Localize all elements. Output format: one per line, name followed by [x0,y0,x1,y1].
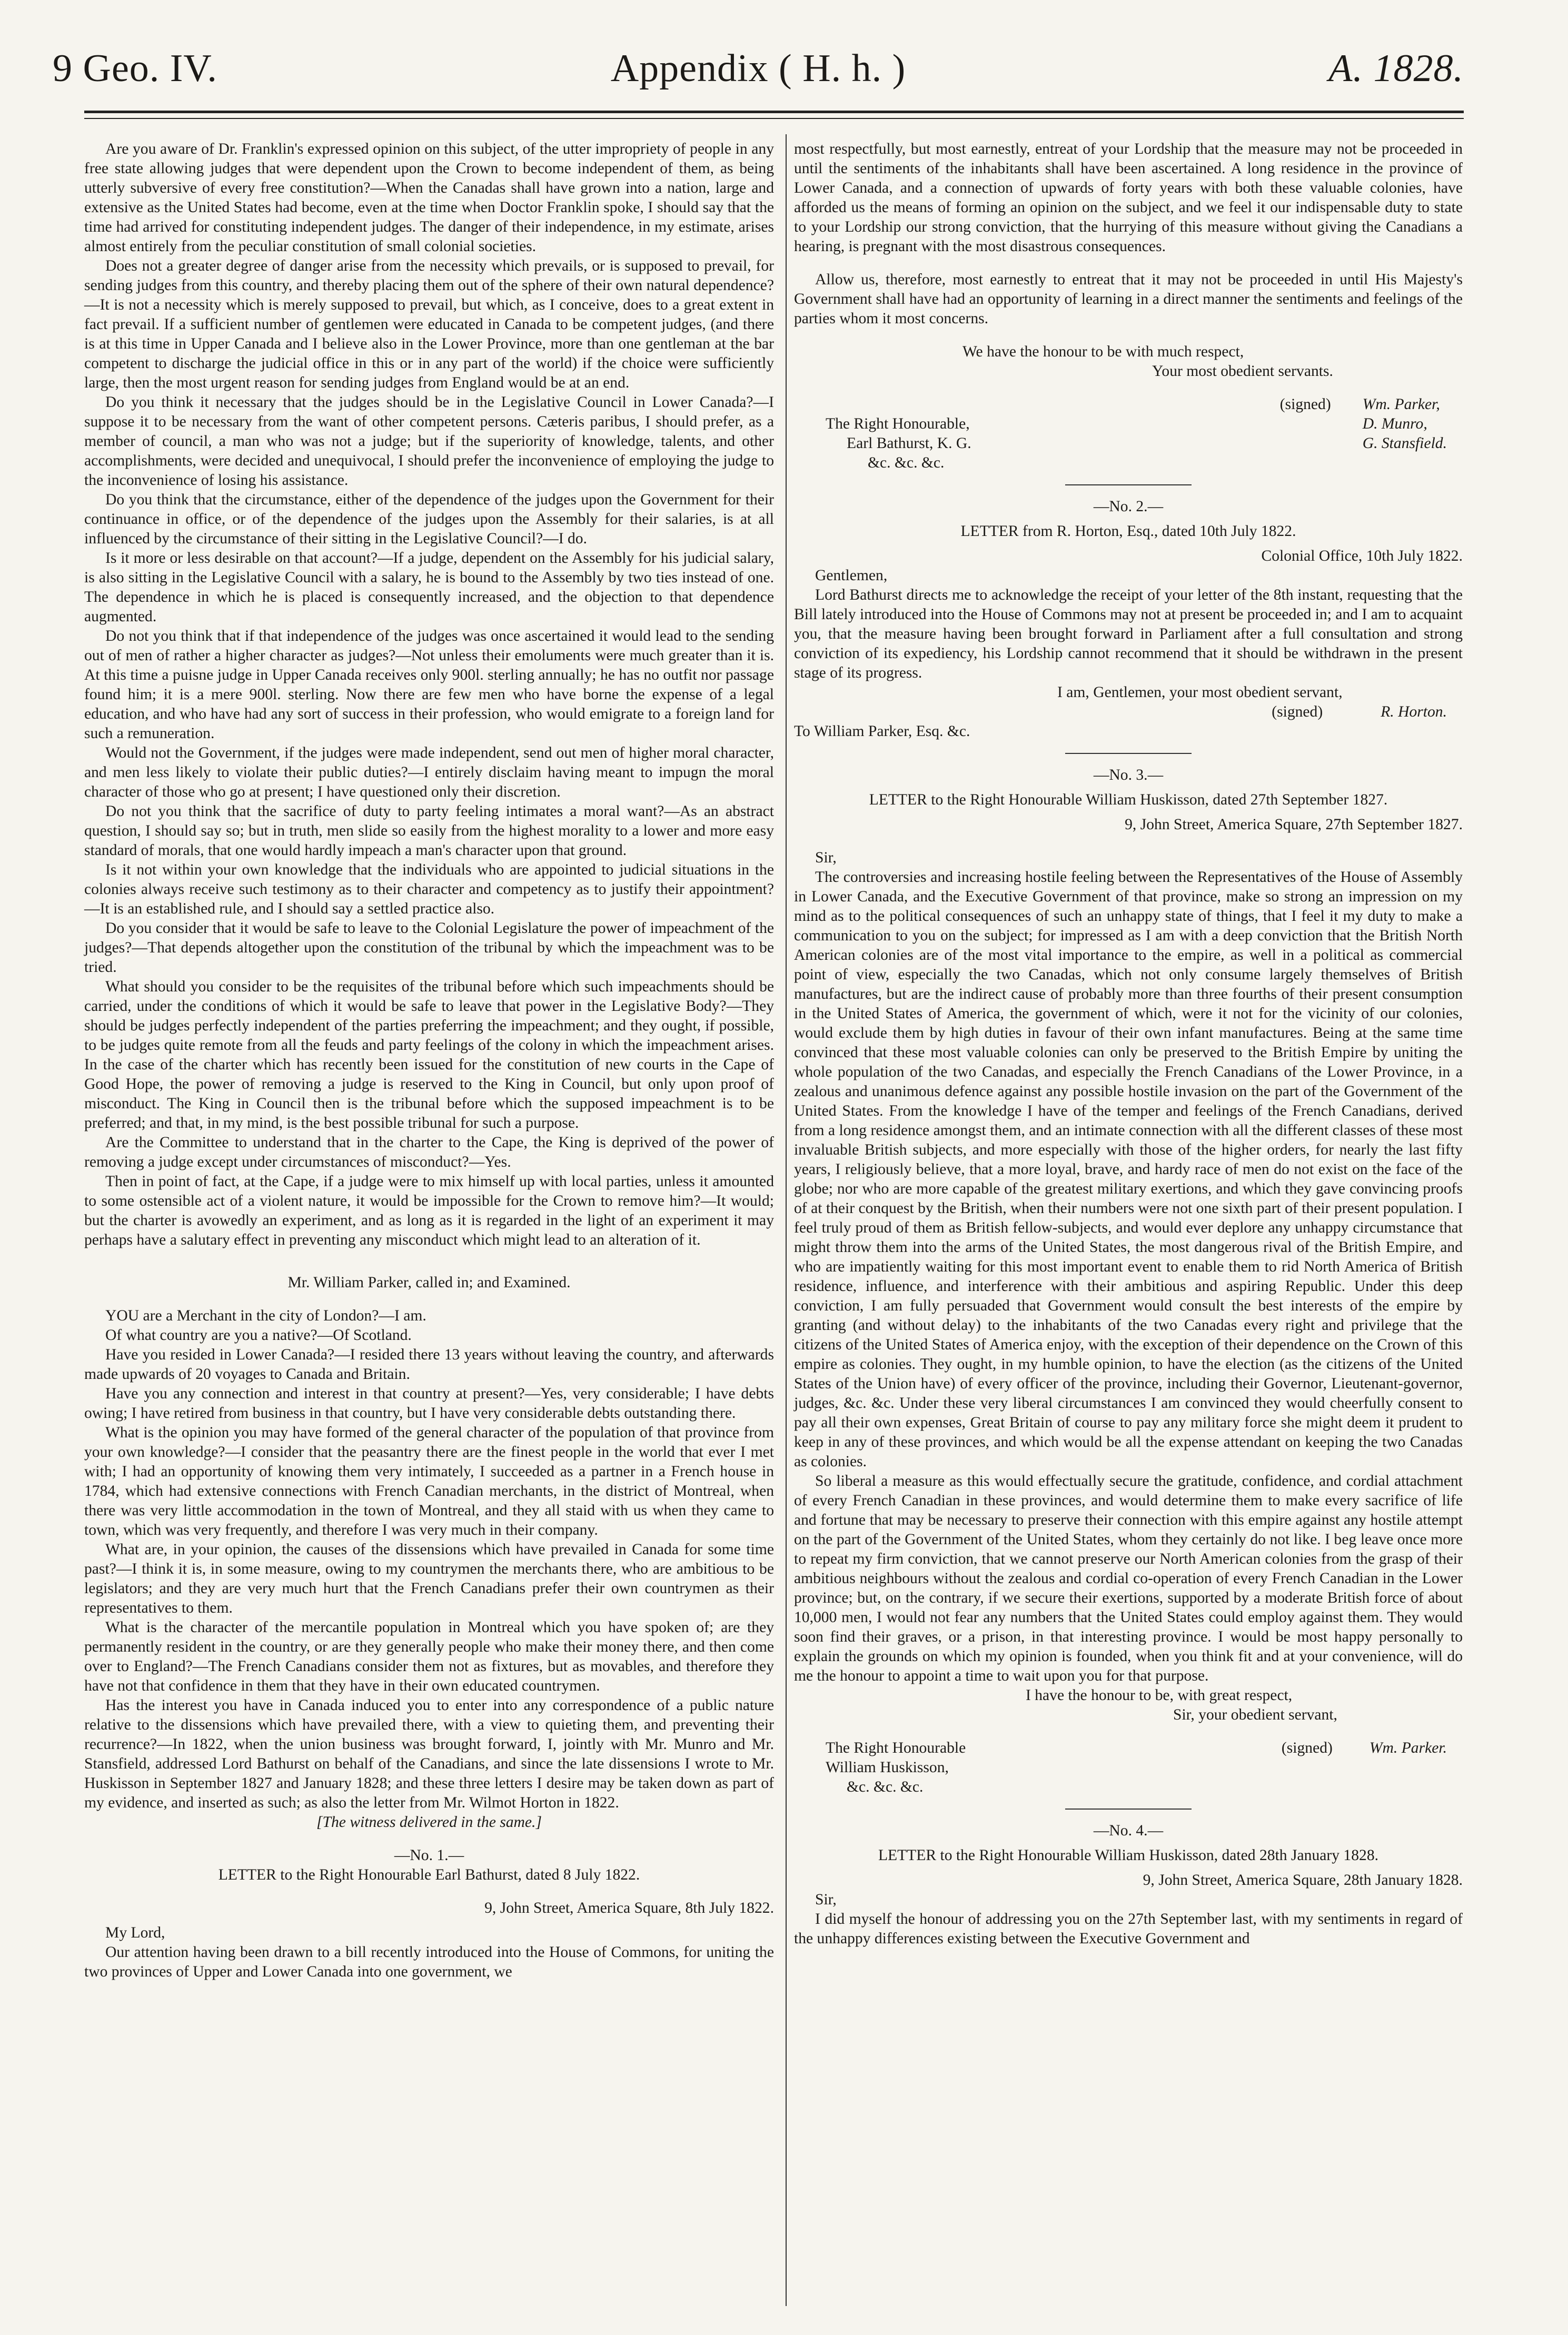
header-year: A. 1828. [1328,46,1464,90]
witness-note: [The witness delivered in the same.] [316,1814,542,1831]
letter-salutation: Sir, [815,849,837,866]
header-regnal-year: 9 Geo. IV. [53,46,217,90]
addressee-block [794,1738,966,1797]
header-appendix: Appendix ( H. h. ) [610,46,906,90]
letter-closing: Sir, your obedient servant, [1173,1706,1337,1723]
paragraph: Lord Bathurst directs me to acknowledge the receipt of your letter of the 8th instant, requesting that the Bill lately introduced into the House of Commons may not at present be proceeded in; and I am to acquaint you, that the measure having been brought forward in Parliament after a full consultation and strong conviction of its expediency, his Lordship cannot recommend that it should be withdrawn in the present stage of its progress. [794,587,1463,681]
signed-label: (signed) [1281,1740,1333,1756]
page-header [53,37,1464,100]
paragraph: Do you think that the circumstance, either of the dependence of the judges upon the Government for their continuance in office, or of the dependence of the judges upon the Assembly for their salaries, is at all influenced by the circumstance of their sitting in the Legislative Council?—I do. [84,491,774,547]
paragraph: What is the opinion you may have formed of the general character of the population of that province from your own knowledge?—I consider that the peasantry there are the finest people in the world that ever I met with; I had an opportunity of knowing them very intimately, I succeeded as a partner in a French house in 1784, which had extensive connections with French Canadian merchants, in the district of Montreal, when there was very little accommodation in the town of Montreal, and they all staid with us when they came to town, which was very frequently, and therefore I was very much in their company. [84,1424,774,1538]
letter-title: LETTER to the Right Honourable William Huskisson, dated 27th September 1827. [869,791,1388,808]
header-rule-thick [84,111,1464,113]
paragraph: Do you consider that it would be safe to leave to the Colonial Legislature the power of impeachment of the judges?—That depends altogether upon the constitution of the tribunal by which the impeachment was to be tried. [84,920,774,976]
signature-block [794,1738,1463,1797]
signed-label: (signed) [1272,703,1323,720]
letter-salutation: Gentlemen, [815,567,888,584]
letter-closing: Your most obedient servants. [1152,363,1333,380]
letter-address: 9, John Street, America Square, 28th January 1828. [1143,1872,1463,1889]
paragraph: Allow us, therefore, most earnestly to entreat that it may not be proceeded in until His Majesty's Government shall have had an opportunity of learning in a direct manner the sentiments and feelings of the parties whom it most concerns. [794,271,1463,327]
paragraph: Are the Committee to understand that in the charter to the Cape, the King is deprived of the power of removing a judge except under circumstances of misconduct?—Yes. [84,1134,774,1170]
signed-label: (signed) [1279,396,1331,413]
signer-name: Wm. Parker, [1362,396,1440,413]
section-rule [1065,1809,1192,1810]
right-column [794,140,1463,1949]
addressee-line: The Right Honourable, [826,415,970,432]
signer-name: R. Horton. [1381,703,1447,720]
letter-closing: We have the honour to be with much respect, [962,343,1244,360]
addressee-line: &c. &c. &c. [847,1778,924,1795]
letter-address: Colonial Office, 10th July 1822. [1261,548,1463,564]
paragraph: So liberal a measure as this would effectually secure the gratitude, confidence, and cordial attachment of every French Canadian in these provinces, and would determine them to make every sacrifice of life and fortune that may be necessary to preserve their connection with this empire against any hostile attempt on the part of the Government of the United States, whom they certainly do not like. I beg leave once more to repeat my firm conviction, that we cannot preserve our North American colonies from the grasp of their ambitious neighbours without the zealous and cordial co-operation of every French Canadian in the Lower province; but, on the contrary, if we secure their exertions, supported by a moderate British force of about 10,000 men, I would not fear any numbers that the United States could employ against them. They would soon find their graves, or a prison, in that interesting province. I would be most happy personally to explain the grounds on which my opinion is founded, when you think fit and at your convenience, will do me the honour to appoint a time to wait upon you for that purpose. [794,1473,1463,1684]
paragraph: What should you consider to be the requisites of the tribunal before which such impeachments should be carried, under the conditions of which it would be safe to leave that power in the Legislative Body?—They should be judges perfectly independent of the parties preferring the impeachment; and they ought, if possible, to be judges quite remote from all the feuds and party feelings of the colony in which the impeachment arises. In the case of the charter which has recently been issued for the constitution of new courts in the Cape of Good Hope, the power of removing a judge is reserved to the King in Council, but only upon proof of misconduct. The King in Council then is the tribunal before which the supposed impeachment is to be preferred; and that, in my mind, is the best possible tribunal for such a purpose. [84,978,774,1131]
addressee-block [794,395,971,473]
letter-salutation: Sir, [815,1891,837,1908]
paragraph: Our attention having been drawn to a bill recently introduced into the House of Commons, for uniting the two provinces of Upper and Lower Canada into one government, we [84,1944,774,1980]
paragraph: Of what country are you a native?—Of Scotland. [105,1327,412,1344]
paragraph: Would not the Government, if the judges were made independent, send out men of higher moral character, and men less likely to violate their public duties?—I entirely disclaim having meant to impugn the moral character of those who go at present; I have questioned only their discretion. [84,744,774,800]
paragraph: Does not a greater degree of danger arise from the necessity which prevails, or is supposed to prevail, for sending judges from this country, and thereby placing them out of the sphere of their own natural dependence?—It is not a necessity which is merely supposed to prevail, but which, as I conceive, does to a great extent in fact prevail. If a sufficient number of gentlemen were educated in Canada to be competent judges, (and there is at this time in Upper Canada and I believe also in the Lower Province, more than one gentleman at the bar competent to discharge the judicial office in this or in any part of the world) if the choice were sufficiently large, then the most urgent reason for sending judges from England would be at an end. [84,257,774,391]
signers-block [1282,1738,1463,1797]
paragraph: Has the interest you have in Canada induced you to enter into any correspondence of a public nature relative to the dissensions which have prevailed there, with a view to quieting them, and preventing their recurrence?—In 1822, when the union business was brought forward, I, jointly with Mr. Munro and Mr. Stansfield, addressed Lord Bathurst on behalf of the Canadians, and since the late dissensions I wrote to Mr. Huskisson in September 1827 and January 1828; and these three letters I desire may be taken down as part of my evidence, and inserted as such; as also the letter from Mr. Wilmot Horton in 1822. [84,1697,774,1811]
letter-closing: I am, Gentlemen, your most obedient servant, [1057,684,1343,701]
paragraph: Is it more or less desirable on that account?—If a judge, dependent on the Assembly for his judicial salary, is also sitting in the Legislative Council with a salary, he is bound to the Assembly by two ties instead of one. The dependence in which he is placed is consequently increased, and the objection to that dependence augmented. [84,550,774,625]
letter-salutation: My Lord, [105,1924,165,1941]
letter-number: —No. 1.— [394,1847,464,1864]
column-divider [786,134,787,2306]
paragraph: I did myself the honour of addressing you on the 27th September last, with my sentiments in regard of the unhappy differences existing between the Executive Government and [794,1911,1463,1947]
letter-number: —No. 4.— [1093,1822,1164,1839]
paragraph: Do you think it necessary that the judges should be in the Legislative Council in Lower Canada?—I suppose it to be necessary from the want of other competent persons. Cæteris paribus, I should prefer, as a member of council, a man who was not a judge; but if the superiority of knowledge, talents, and other accomplishments, were decided and unequivocal, I should prefer the inconvenience of employing the judge to the inconvenience of losing his assistance. [84,394,774,489]
paragraph: YOU are a Merchant in the city of London?—I am. [105,1307,426,1324]
letter-address: 9, John Street, America Square, 27th September 1827. [1125,816,1463,833]
section-rule [1065,484,1192,485]
addressee-line: &c. &c. &c. [868,454,945,471]
addressee-line: Earl Bathurst, K. G. [847,435,971,452]
paragraph: most respectfully, but most earnestly, entreat of your Lordship that the measure may not be proceeded in until the sentiments of the inhabitants shall have been ascertained. A long residence in the province of Lower Canada, and a connection of upwards of forty years with both these valuable colonies, have afforded us the means of forming an opinion on the subject, and we feel it our indispensable duty to state to your Lordship our strong conviction, that the hurrying of this measure without giving the Canadians a hearing, is pregnant with the most disastrous consequences. [794,141,1463,255]
letter-closing: I have the honour to be, with great respect, [1026,1687,1293,1704]
signature-block [794,395,1463,473]
letter-recipient: To William Parker, Esq. &c. [794,723,970,740]
letter-title: LETTER to the Right Honourable William Huskisson, dated 28th January 1828. [878,1847,1379,1864]
signers-block [1280,395,1463,473]
left-column [84,140,774,1982]
paragraph: Do not you think that if that independence of the judges was once ascertained it would lead to the sending out of men of rather a higher character as judges?—Not unless their emoluments were much greater than it is. At this time a puisne judge in Upper Canada receives only 900l. sterling annually; he has no outfit nor passage found him; it is a mere 900l. sterling. Now there are few men who have borne the expense of a legal education, and who have had any sort of success in their profession, who would emigrate to a foreign land for such a remuneration. [84,628,774,742]
paragraph: What are, in your opinion, the causes of the dissensions which have prevailed in Canada for some time past?—I think it is, in some measure, owing to my countrymen the merchants there, who are ambitious to be legislators; and they are very much hurt that the French Canadians prefer their own countrymen as their representatives to them. [84,1541,774,1616]
paragraph: Have you resided in Lower Canada?—I resided there 13 years without leaving the country, and afterwards made upwards of 20 voyages to Canada and Britain. [84,1346,774,1383]
letter-number: —No. 3.— [1093,767,1164,783]
letter-address: 9, John Street, America Square, 8th July 1822. [484,1900,774,1916]
witness-heading: Mr. William Parker, called in; and Examined. [287,1274,571,1291]
header-rule-thin [84,118,1464,119]
paragraph: Is it not within your own knowledge that the individuals who are appointed to judicial situations in the colonies always receive such testimony as to their character and competency as to justify their appointment?—It is an established rule, and I should say a settled practice also. [84,861,774,917]
addressee-line: The Right Honourable [826,1740,966,1756]
signer-name: G. Stansfield. [1362,435,1447,452]
addressee-line: William Huskisson, [826,1759,949,1776]
paragraph: Are you aware of Dr. Franklin's expressed opinion on this subject, of the utter impropriety of people in any free state allowing judges that were dependent upon the Crown to become independent of them, as being utterly subversive of every free constitution?—When the Canadas shall have grown into a nation, large and extensive as the United States had become, even at the time when Doctor Franklin spoke, I should say that the time had arrived for constituting independent judges. The danger of their independence, in my estimate, arises almost entirely from the peculiar constitution of small colonial societies. [84,141,774,255]
letter-title: LETTER to the Right Honourable Earl Bathurst, dated 8 July 1822. [218,1866,640,1883]
signature-block [794,702,1463,722]
paragraph: What is the character of the mercantile population in Montreal which you have spoken of; are they permanently resident in the country, or are they generally people who make their money there, and then come over to England?—The French Canadians consider them not as fixtures, but as movables, and therefore they have not that confidence in them that they have in their own educated countrymen. [84,1619,774,1694]
signer-name: D. Munro, [1362,415,1427,432]
signer-name: Wm. Parker. [1369,1740,1447,1756]
paragraph: Then in point of fact, at the Cape, if a judge were to mix himself up with local parties, unless it amounted to some ostensible act of a violent nature, it would be impossible for the Crown to remove him?—It would; but the charter is avowedly an experiment, and as long as it is regarded in the light of an experiment it may perhaps have a salutary effect in preventing any misconduct which might lead to an alteration of it. [84,1173,774,1248]
signers-list [1363,395,1463,473]
paragraph: Have you any connection and interest in that country at present?—Yes, very considerable; I have debts owing; I have retired from business in that country, but I have very considerable debts outstanding there. [84,1385,774,1422]
letter-number: —No. 2.— [1093,498,1164,515]
letter-title: LETTER from R. Horton, Esq., dated 10th July 1822. [960,523,1296,540]
paragraph: Do not you think that the sacrifice of duty to party feeling intimates a moral want?—As an abstract question, I should say so; but in truth, men slide so easily from the highest morality to a lower and more easy standard of morals, that one would hardly impeach a man's character upon that ground. [84,803,774,859]
section-rule [1065,753,1192,754]
paragraph: The controversies and increasing hostile feeling between the Representatives of the House of Assembly in Lower Canada, and the Executive Government of that province, make so strong an impression on my mind as to the political consequences of such an unhappy state of things, that I feel it my duty to make a communication to you on the subject; for impressed as I am with a deep conviction that the British North American colonies are of the most vital importance to the empire, as well in a political as commercial point of view, especially the two Canadas, which not only consume largely themselves of British manufactures, but are the indirect cause of probably more than three fourths of their present consumption in the United States of America, the government of which, were it not for the vicinity of our colonies, would exclude them by high duties in favour of their own infant manufactures. Being at the same time convinced that these most valuable colonies can only be preserved to the British Empire by uniting the whole population of the two Canadas, and especially the French Canadians of the Lower Province, in a zealous and unanimous defence against any possible hostile invasion on the part of the Government of the United States. From the knowledge I have of the temper and feelings of the French Canadians, derived from a long residence amongst them, and an intimate connection with all the different classes of these most invaluable British subjects, and more especially with those of the higher orders, for nearly the last fifty years, I religiously believe, that a more loyal, brave, and hardy race of men do not exist on the face of the globe; nor who are more capable of the greatest military exertions, and which they gave convincing proofs of at their conquest by the British, when their numbers were not one sixth part of their present population. I feel truly proud of them as British fellow-subjects, and would ever deplore any unhappy circumstance that might throw them into the arms of the United States, the most dangerous rival of the British Empire, and who are impatiently waiting for this most important event to enable them to rid North America of British residence, influence, and interference with their ambitious and aspiring Republic. Under this deep conviction, I am fully persuaded that Government would consult the best interests of the empire by granting (and without delay) to the inhabitants of the two Canadas every right and privilege that the citizens of the United States of America enjoy, with the exception of their dependence on the Crown of this empire as colonies. They ought, in my humble opinion, to have the election (as the citizens of the United States of the Union have) of every officer of the province, including their Governor, Lieutenant-governor, judges, &c. &c. Under these very liberal circumstances I am convinced they would cheerfully consent to pay all their own expenses, Great Britain of course to pay any military force she might deem it prudent to keep in any of these provinces, and which would be all the expense attendant on keeping the two Canadas as colonies. [794,869,1463,1470]
